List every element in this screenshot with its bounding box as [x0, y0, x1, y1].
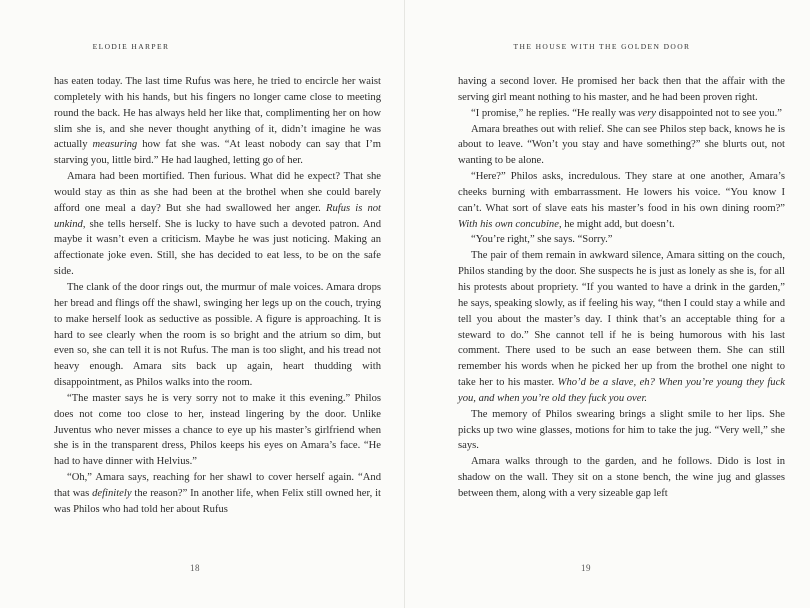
- body-paragraph: [54, 470, 381, 518]
- page-number-left: 18: [190, 563, 200, 573]
- text-run: The clank of the door rings out, the murmur of male voices. Amara drops her bread and flings off the shawl, swinging her legs up on the couch, trying to make herself look as seductive as possible. A figure is approaching. It is hard to see clearly when the room is so bright and the atrium so dim, but even so, she can tell it is not Rufus. The man is too slight, and his tread not heavy enough. Amara sits back up again, heart thudding with disappointment, as Philos walks into the room.: [54, 281, 381, 389]
- right-page: [405, 0, 810, 608]
- body-paragraph: [458, 407, 785, 455]
- body-paragraph: [54, 280, 381, 391]
- body-paragraph: [458, 74, 785, 106]
- text-run: Amara had been mortified. Then furious. What did he expect? That she would stay as thin as she had been at the brothel when she could barely afford one meal a day? But she had swallowed her anger.: [54, 171, 381, 214]
- text-run: The pair of them remain in awkward silence, Amara sitting on the couch, Philos standing by the door. She suspects he is just as lonely as she is, for all his protests about propriety. “If you wanted to have a drink in the garden,” he says, speaking slowly, as if feeling his way, “then I could stay a while and tell you about the master’s day. I think that’s an acceptable thing for a steward to do.” She cannot tell if he is being humorous with his last comment. There used to be such an ease between them. She can still remember his words when he picked her up from the brothel one night to take her to his master.: [458, 250, 785, 389]
- text-run: the reason?” In another life, when Felix still owned her, it was Philos who had told her about Rufus: [54, 487, 381, 515]
- text-run: how fat she was. “At least nobody can say that I’m starving you, little bird.” He had laughed, letting go of her.: [54, 139, 381, 167]
- body-paragraph: [54, 74, 381, 169]
- body-paragraph: [458, 122, 785, 170]
- italic-text-run: definitely: [92, 487, 132, 499]
- text-run: Amara breathes out with relief. She can see Philos step back, knows he is about to leave. “Won’t you stay and have something?” she blurts out, not wanting to be alone.: [458, 123, 785, 167]
- right-page-body: [458, 74, 785, 502]
- text-run: disappointed not to see you.”: [656, 107, 782, 119]
- italic-text-run: Who’d be a slave, eh? When you’re young they fuck you, and when you’re old they fuck you over.: [458, 377, 785, 404]
- body-paragraph: [54, 169, 381, 280]
- running-header-title: THE HOUSE WITH THE GOLDEN DOOR: [513, 42, 691, 51]
- italic-text-run: With his own concubine: [458, 218, 559, 230]
- text-run: , she tells herself. She is lucky to have such a devoted patron. And maybe it wasn’t even a criticism. Maybe he was just noticing. Making an affectionate joke even. Still, she has decided to eat less, to be on the safe side.: [54, 218, 381, 278]
- text-run: “I promise,” he replies. “He really was: [471, 107, 638, 119]
- text-run: has eaten today. The last time Rufus was here, he tried to encircle her waist completely with his hands, but his fingers no longer came close to meeting round the back. He has always held her like that, complimenting her on how slim she is, and she never thought anything of it, didn’t imagine he was actually: [54, 76, 381, 151]
- body-paragraph: [458, 232, 785, 248]
- text-run: Amara walks through to the garden, and he follows. Dido is lost in shadow on the wall. They sit on a stone bench, the wine jug and glasses between them, along with a very sizeable gap left: [458, 456, 785, 499]
- text-run: “You’re right,” she says. “Sorry.”: [471, 234, 613, 246]
- body-paragraph: [54, 391, 381, 470]
- body-paragraph: [458, 248, 785, 406]
- italic-text-run: very: [637, 107, 657, 119]
- italic-text-run: Rufus is not unkind: [54, 202, 382, 230]
- text-run: , he might add, but doesn’t.: [558, 218, 675, 230]
- body-paragraph: [458, 454, 785, 502]
- text-run: “The master says he is very sorry not to make it this evening.” Philos does not come too close to her, instead lingering by the door. Unlike Juventus who never misses a chance to eye up his master’s girlfriend when she is in the transparent dress, Philos keeps his eyes on Amara’s face. “He had to have dinner with Helvius.”: [54, 392, 381, 468]
- text-run: “Here?” Philos asks, incredulous. They stare at one another, Amara’s cheeks burning with embarrassment. He lowers his voice. “You know I can’t. What sort of slave eats his master’s food in his own dining room?”: [458, 171, 785, 214]
- running-header-author: ELODIE HARPER: [92, 42, 170, 51]
- page-number-right: 19: [581, 563, 591, 573]
- text-run: having a second lover. He promised her back then that the affair with the serving girl meant nothing to his master, and he had been proven right.: [458, 76, 785, 103]
- left-page-body: [54, 74, 381, 518]
- body-paragraph: [458, 169, 785, 232]
- body-paragraph: [458, 106, 785, 122]
- text-run: The memory of Philos swearing brings a slight smile to her lips. She picks up two wine glasses, motions for him to take the jug. “Very well,” she says.: [458, 408, 785, 452]
- text-run: “Oh,” Amara says, reaching for her shawl to cover herself again. “And that was: [54, 472, 381, 499]
- italic-text-run: measuring: [92, 139, 138, 151]
